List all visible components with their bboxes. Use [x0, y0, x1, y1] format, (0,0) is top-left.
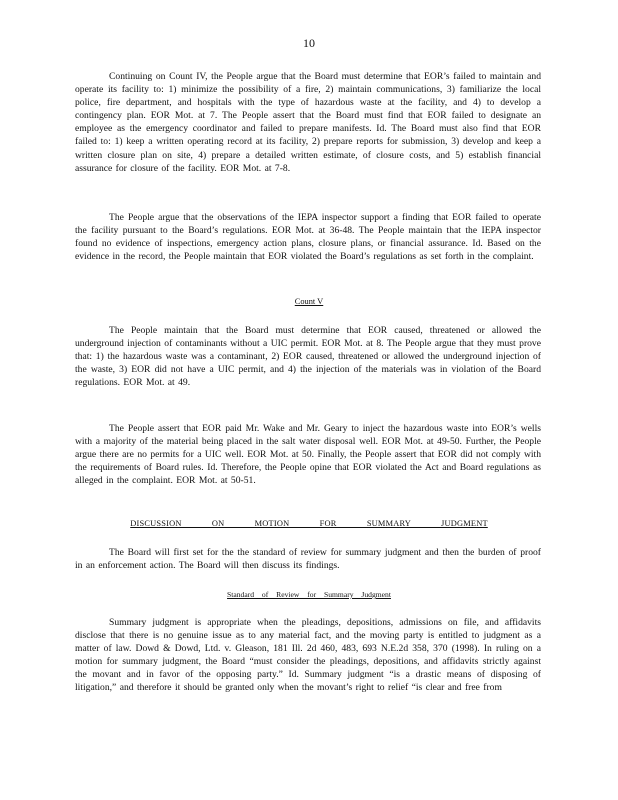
paragraph-board-overview: [75, 546, 541, 572]
paragraph-summary-judgment: [75, 616, 541, 695]
paragraph-text: The People maintain that the Board must determine that EOR caused, threatened or allowed the underground injection of contaminants without a UIC permit. EOR Mot. at 8. The People argue that they must prove that: 1) the hazardous waste was a contaminant, 2) EOR caused, threatened or allowed the underground injection of the waste, 3) EOR did not have a UIC permit, and 4) the injection of the materials was in violation of the Board regulations. EOR Mot. at 49.: [75, 325, 541, 389]
page-number: 10: [303, 36, 315, 50]
paragraph-uic-injection: [75, 324, 541, 389]
paragraph-text: The People argue that the observations of the IEPA inspector support a finding that EOR failed to operate the facility pursuant to the Board’s regulations. EOR Mot. at 36-48. The People maintain that the IEPA inspector found no evidence of inspections, emergency action plans, closure plans, or financial assurance. Id. Based on the evidence in the record, the People maintain that EOR violated the Board’s regulations as set forth in the complaint.: [75, 212, 541, 263]
heading-standard-of-review: [0, 590, 618, 599]
paragraph-text: The Board will first set for the the standard of review for summary judgment and then the burden of proof in an enforcement action. The Board will then discuss its findings.: [75, 547, 541, 572]
paragraph-iepa-observations: [75, 211, 541, 263]
paragraph-text: The People assert that EOR paid Mr. Wake and Mr. Geary to inject the hazardous waste into EOR’s wells with a majority of the material being placed in the salt water disposal well. EOR Mot. at 49-50. Further, the People argue there are no permits for a UIC well. EOR Mot. at 50. Finally, the People assert that EOR did not comply with the requirements of Board rules. Id. Therefore, the People opine that EOR violated the Act and Board regulations as alleged in the complaint. EOR Mot. at 50-51.: [75, 423, 541, 487]
paragraph-text: Summary judgment is appropriate when the pleadings, depositions, admissions on file, and affidavits disclose that there is no genuine issue as to any material fact, and the moving party is entitled to judgment as a matter of law. Dowd & Dowd, Ltd. v. Gleason, 181 Ill. 2d 460, 483, 693 N.E.2d 358, 370 (1998). In ruling on a motion for summary judgment, the Board “must consider the pleadings, depositions, and affidavits strictly against the movant and in favor of the opposing party.” Id. Summary judgment “is a drastic means of disposing of litigation,” and therefore it should be granted only when the movant’s right to relief “is clear and free from: [75, 617, 541, 694]
paragraph-payment-injection: [75, 422, 541, 487]
heading-text: Count V: [294, 297, 324, 306]
paragraph-text: Continuing on Count IV, the People argue that the Board must determine that EOR’s failed to maintain and operate its facility to: 1) minimize the possibility of a fire, 2) maintain communications, 3) familiarize the local police, fire department, and hospitals with the type of hazardous waste at the facility, and 4) to develop a contingency plan. EOR Mot. at 7. The People assert that the Board must find that EOR failed to designate an employee as the emergency coordinator and failed to prepare manifests. Id. The Board must also find that EOR failed to: 1) keep a written operating record at its facility, 2) prepare reports for submission, 3) develop and keep a written closure plan on site, 4) prepare a detailed written estimate, of closure costs, and 5) establish financial assurance for closure of the facility. EOR Mot. at 7-8.: [75, 71, 541, 174]
heading-text: DISCUSSION ON MOTION FOR SUMMARY JUDGMENT: [130, 519, 488, 528]
paragraph-count-iv-argument: [75, 70, 541, 175]
heading-discussion: [0, 519, 618, 528]
heading-count-v: [0, 297, 618, 306]
heading-text: Standard of Review for Summary Judgment: [227, 590, 391, 599]
